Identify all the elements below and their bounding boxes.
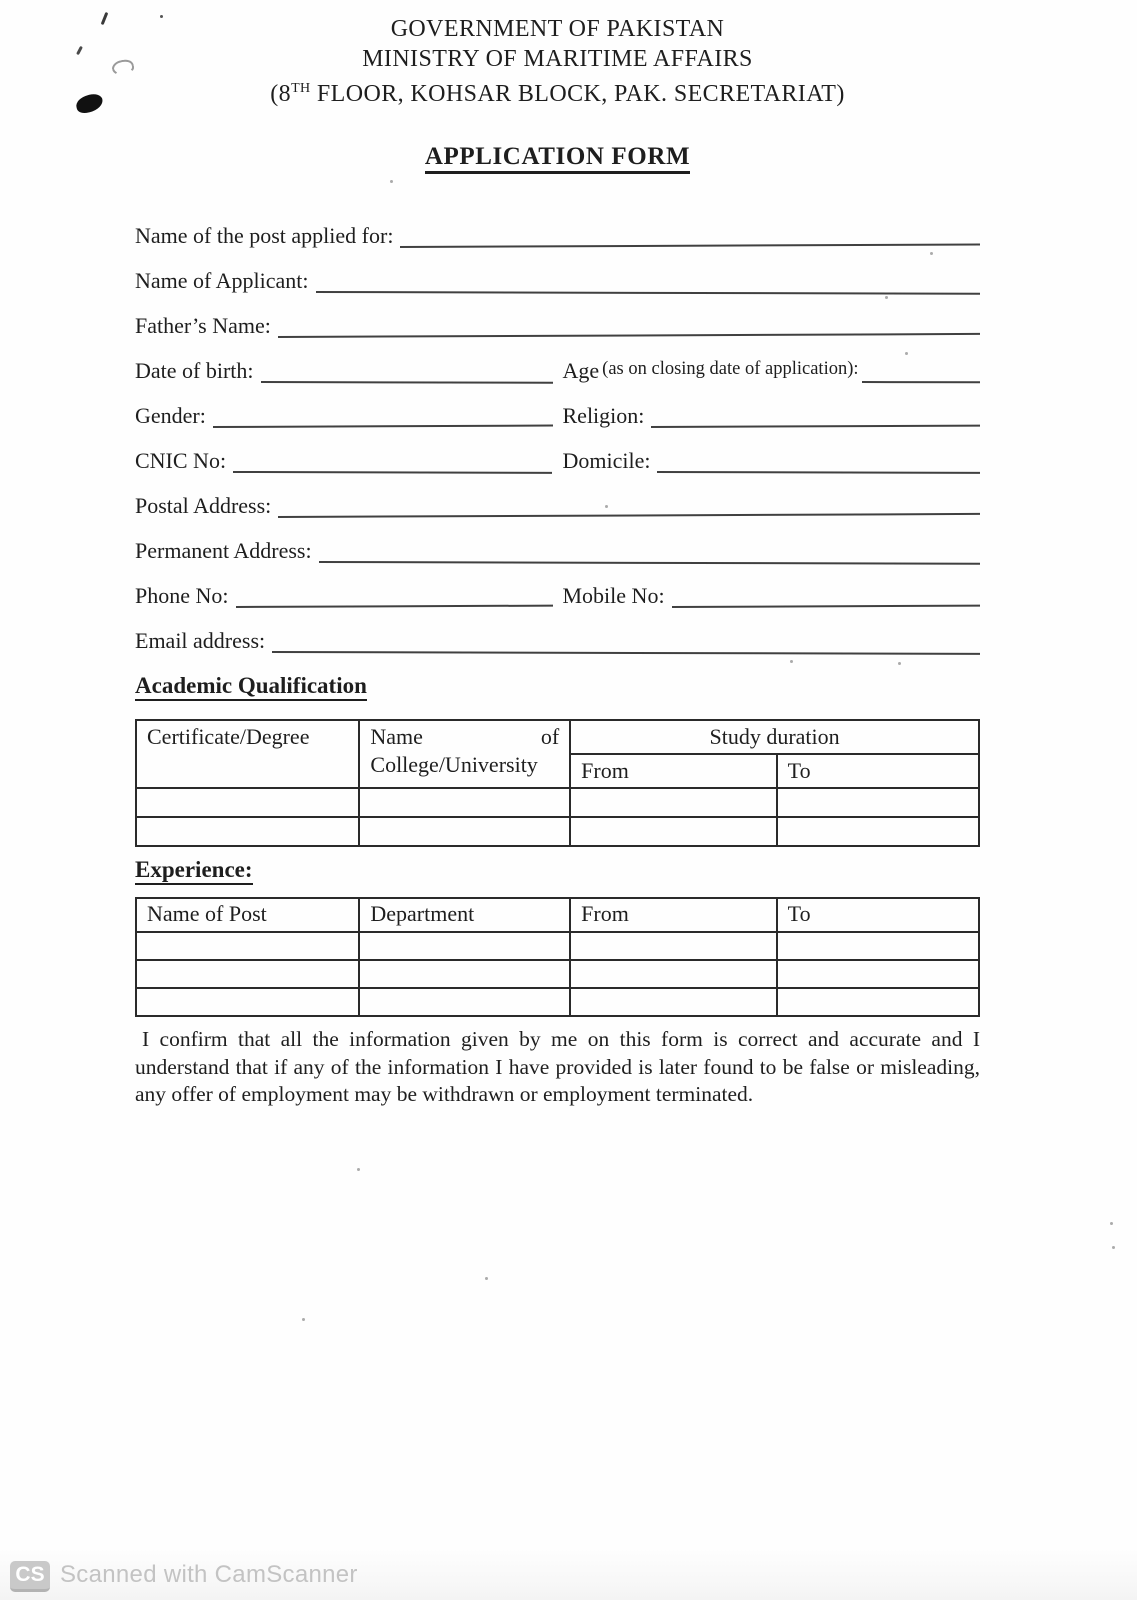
empty-cell bbox=[777, 960, 979, 988]
empty-cell bbox=[136, 788, 359, 817]
empty-cell bbox=[359, 817, 570, 846]
form-fields bbox=[135, 221, 980, 653]
empty-cell bbox=[359, 932, 570, 960]
form-row-father bbox=[135, 311, 980, 338]
ink-tick-mark bbox=[101, 12, 109, 25]
ink-blob-smudge bbox=[74, 92, 104, 115]
academic-qualification-heading: Academic Qualification bbox=[135, 673, 980, 699]
field-label-post: Name of the post applied for: bbox=[135, 223, 394, 248]
academic-col-from: From bbox=[570, 754, 777, 788]
empty-cell bbox=[359, 960, 570, 988]
experience-col-post: Name of Post bbox=[136, 898, 359, 932]
declaration-paragraph: I confirm that all the information given by me on this form is correct and accurate and I understand that if any of the information I have provided is later found to be false or misleading, any offer of employment may be withdrawn or employment terminated. bbox=[135, 1027, 980, 1106]
field-line-permanent bbox=[319, 536, 980, 565]
field-label-phone: Phone No: bbox=[135, 583, 229, 608]
form-row-applicant bbox=[135, 266, 980, 293]
academic-empty-row bbox=[136, 817, 979, 846]
camscanner-footer bbox=[0, 1548, 1137, 1600]
form-row-cnic-domicile bbox=[135, 446, 980, 473]
scan-speck bbox=[1112, 1246, 1115, 1249]
field-line-age bbox=[862, 381, 980, 383]
form-row-post bbox=[135, 221, 980, 248]
field-line-domicile bbox=[657, 471, 980, 474]
field-line-gender bbox=[213, 425, 553, 428]
empty-cell bbox=[359, 788, 570, 817]
empty-cell bbox=[136, 817, 359, 846]
experience-empty-row bbox=[136, 932, 979, 960]
field-line-phone bbox=[235, 605, 552, 608]
address-open: (8 bbox=[270, 81, 292, 107]
field-group-phone bbox=[135, 583, 553, 608]
field-line-post bbox=[400, 218, 980, 248]
college-word-of: of bbox=[540, 724, 560, 749]
field-label-father: Father’s Name: bbox=[135, 313, 271, 338]
empty-cell bbox=[777, 988, 979, 1016]
college-word-name: Name bbox=[370, 724, 423, 749]
scan-speck bbox=[1110, 1222, 1113, 1225]
field-group-domicile bbox=[563, 448, 981, 473]
field-label-mobile: Mobile No: bbox=[562, 583, 665, 608]
academic-col-college-line2: College/University bbox=[370, 752, 538, 777]
camscanner-watermark-text: Scanned with CamScanner bbox=[60, 1561, 358, 1588]
empty-cell bbox=[570, 932, 777, 960]
field-label-postal: Postal Address: bbox=[135, 493, 272, 518]
letterhead-government-line: GOVERNMENT OF PAKISTAN bbox=[390, 16, 725, 42]
empty-cell bbox=[777, 932, 979, 960]
form-row-dob-age bbox=[135, 356, 980, 383]
camscanner-logo-icon: CS bbox=[10, 1561, 50, 1592]
form-row-permanent bbox=[135, 536, 980, 563]
academic-empty-row bbox=[136, 788, 979, 817]
academic-col-study-duration: Study duration bbox=[570, 720, 979, 754]
experience-empty-row bbox=[136, 988, 979, 1016]
field-line-mobile bbox=[672, 605, 980, 608]
field-label-dob: Date of birth: bbox=[135, 358, 254, 383]
experience-col-from: From bbox=[570, 898, 777, 932]
document-body bbox=[135, 14, 980, 1109]
field-line-postal bbox=[278, 488, 980, 518]
academic-qualification-table bbox=[135, 719, 980, 847]
experience-heading: Experience: bbox=[135, 857, 980, 883]
field-line-dob bbox=[261, 381, 553, 384]
form-row-email bbox=[135, 626, 980, 653]
academic-col-to: To bbox=[777, 754, 979, 788]
field-label-age-note: (as on closing date of application): bbox=[602, 359, 859, 379]
academic-col-college bbox=[359, 720, 570, 788]
form-row-gender-religion bbox=[135, 401, 980, 428]
empty-cell bbox=[570, 960, 777, 988]
experience-table bbox=[135, 897, 980, 1017]
form-row-phone-mobile bbox=[135, 581, 980, 608]
field-line-email bbox=[272, 626, 980, 655]
empty-cell bbox=[136, 960, 359, 988]
field-group-dob bbox=[135, 358, 553, 383]
field-line-religion bbox=[651, 425, 980, 428]
empty-cell bbox=[570, 817, 777, 846]
empty-cell bbox=[777, 788, 979, 817]
academic-col-certificate: Certificate/Degree bbox=[136, 720, 359, 788]
academic-col-college-line1 bbox=[370, 723, 559, 751]
form-title: APPLICATION FORM bbox=[135, 143, 980, 171]
academic-header-row bbox=[136, 720, 979, 754]
experience-empty-row bbox=[136, 960, 979, 988]
ink-comma-mark bbox=[76, 46, 83, 55]
experience-col-to: To bbox=[777, 898, 979, 932]
experience-col-department: Department bbox=[359, 898, 570, 932]
field-label-religion: Religion: bbox=[562, 403, 645, 428]
scan-speck bbox=[357, 1168, 360, 1171]
letterhead-address-line bbox=[135, 74, 980, 109]
document-letterhead bbox=[135, 14, 980, 109]
empty-cell bbox=[359, 988, 570, 1016]
experience-header-row bbox=[136, 898, 979, 932]
field-label-permanent: Permanent Address: bbox=[135, 538, 312, 563]
field-line-applicant bbox=[316, 266, 981, 295]
field-label-email: Email address: bbox=[135, 628, 266, 653]
field-group-mobile bbox=[563, 583, 981, 608]
empty-cell bbox=[136, 988, 359, 1016]
field-label-domicile: Domicile: bbox=[562, 448, 651, 473]
letterhead-ministry-line: MINISTRY OF MARITIME AFFAIRS bbox=[362, 46, 753, 72]
field-label-cnic: CNIC No: bbox=[135, 448, 227, 473]
field-label-age: Age bbox=[562, 358, 600, 383]
empty-cell bbox=[570, 788, 777, 817]
field-group-age bbox=[563, 357, 981, 383]
field-label-applicant: Name of Applicant: bbox=[135, 268, 309, 293]
empty-cell bbox=[777, 817, 979, 846]
address-ordinal-sup: TH bbox=[291, 81, 311, 96]
ink-curl-smudge bbox=[111, 58, 136, 77]
field-line-cnic bbox=[233, 471, 552, 474]
field-group-gender bbox=[135, 403, 553, 428]
scan-speck bbox=[302, 1318, 305, 1321]
empty-cell bbox=[570, 988, 777, 1016]
address-rest: FLOOR, KOHSAR BLOCK, PAK. SECRETARIAT) bbox=[310, 81, 845, 107]
field-group-cnic bbox=[135, 448, 553, 473]
form-row-postal bbox=[135, 491, 980, 518]
field-label-gender: Gender: bbox=[135, 403, 206, 428]
empty-cell bbox=[136, 932, 359, 960]
field-group-religion bbox=[563, 403, 981, 428]
field-line-father bbox=[278, 308, 980, 338]
scan-speck bbox=[485, 1277, 488, 1280]
